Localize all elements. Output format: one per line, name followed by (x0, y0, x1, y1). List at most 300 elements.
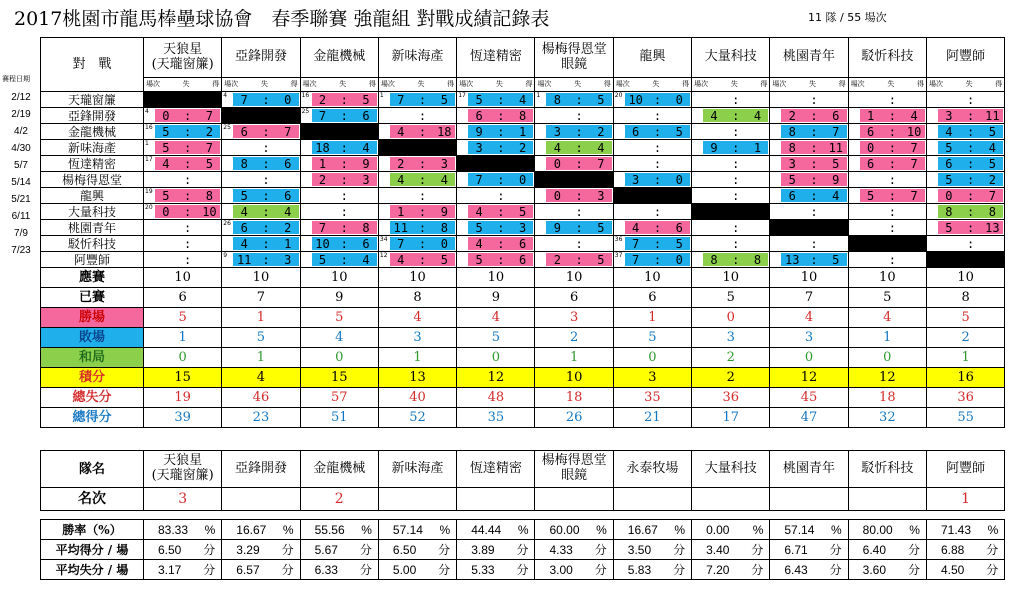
score-sep: : (575, 140, 583, 155)
match-score (312, 237, 377, 250)
team-name: 駁忻科技 (861, 49, 914, 65)
match-cell (378, 252, 456, 268)
rate-unit: 分 (359, 562, 372, 577)
round-number: 34 (379, 236, 388, 243)
stat-value: 45 (770, 388, 848, 408)
rate-value: 6.71 (784, 542, 808, 557)
team-name: 大量科技 (704, 49, 757, 65)
stat-value: 0 (613, 348, 691, 368)
rate-unit: % (517, 522, 529, 537)
score-sep: : (967, 124, 975, 139)
stat-value: 40 (378, 388, 456, 408)
score-sep: : (184, 188, 192, 203)
round-number: 12 (379, 252, 388, 259)
score-for: 3 (518, 220, 527, 235)
match-cell (770, 108, 848, 124)
lose-label: 失 (652, 80, 660, 88)
match-score (781, 109, 846, 122)
rate-value: 5.00 (392, 562, 417, 577)
score-for: 5 (988, 124, 996, 139)
score-against: 4 (553, 140, 561, 155)
match-cell (770, 140, 848, 156)
schedule-date: 5/7 (14, 160, 28, 171)
match-cell (378, 92, 456, 108)
matrix-row (41, 140, 1005, 156)
score-for: 13 (985, 220, 1000, 235)
schedule-date: 7/23 (11, 245, 31, 256)
match-cell (926, 156, 1004, 172)
match-cell (535, 252, 613, 268)
match-score (781, 189, 846, 202)
match-cell (378, 108, 456, 124)
score-sep: : (732, 188, 740, 203)
matrix-row (41, 108, 1005, 124)
rate-cell (692, 520, 770, 540)
score-sep: : (262, 92, 270, 107)
team-name: 楊梅得恩堂 眼鏡 (541, 453, 607, 483)
rate-unit: 分 (516, 562, 529, 577)
self-match-cell (144, 92, 222, 108)
score-for: 7 (988, 188, 996, 203)
match-cell (457, 204, 535, 220)
score-for: 8 (518, 108, 527, 123)
rate-value: 16.67 (627, 522, 658, 537)
match-score (390, 189, 455, 202)
score-for: 3 (284, 252, 292, 267)
team-name: 金龍機械 (313, 460, 366, 476)
score-for: 4 (518, 92, 527, 107)
rate-value: 16.67 (236, 522, 267, 537)
score-sep: : (653, 140, 662, 155)
stat-label: 應賽 (41, 268, 144, 288)
match-cell (613, 92, 691, 108)
match-cell (613, 220, 691, 236)
rate-value: 3.50 (627, 542, 652, 557)
score-for: 8 (753, 252, 762, 267)
match-cell (144, 220, 222, 236)
match-cell (222, 236, 300, 252)
score-against: 7 (318, 220, 327, 235)
score-for: 7 (284, 124, 292, 139)
match-score (468, 173, 533, 186)
ranking-team (378, 451, 456, 488)
score-sep: : (340, 252, 348, 267)
score-sep: : (418, 156, 427, 171)
score-sep: : (184, 220, 192, 235)
matrix-row (41, 188, 1005, 204)
team-name: 永泰牧場 (626, 460, 679, 476)
round-label: 場次 (850, 80, 865, 88)
score-for: 2 (205, 124, 214, 139)
match-cell (692, 140, 770, 156)
ranking-team (457, 451, 535, 488)
match-score (703, 125, 768, 138)
stat-value: 7 (222, 288, 300, 308)
lose-label: 失 (339, 80, 347, 88)
match-cell (613, 172, 691, 188)
score-for: 1 (518, 124, 527, 139)
match-score (312, 109, 377, 122)
score-sep: : (340, 220, 348, 235)
subheader-cell (378, 78, 456, 92)
rate-value: 4.50 (940, 562, 965, 577)
score-against: 3 (945, 108, 953, 123)
match-cell (144, 156, 222, 172)
rate-unit: 分 (673, 562, 686, 577)
stat-value: 5 (613, 328, 691, 348)
rank-value (770, 488, 848, 511)
stat-value: 1 (926, 348, 1004, 368)
score-against: 5 (945, 140, 953, 155)
stat-value: 0 (770, 348, 848, 368)
match-cell (144, 204, 222, 220)
match-cell (457, 140, 535, 156)
score-sep: : (810, 108, 818, 123)
score-sep: : (340, 92, 348, 107)
match-cell (144, 124, 222, 140)
team-column-header (926, 38, 1004, 78)
rate-unit: % (909, 522, 920, 537)
rate-label: 平均得分 / 場 (41, 540, 144, 560)
score-sep: : (967, 92, 975, 107)
score-against: 6 (240, 124, 248, 139)
score-for: 4 (284, 204, 292, 219)
round-number: 17 (145, 156, 153, 163)
team-name: 天狼星 (天瓏窗簾) (151, 41, 214, 72)
match-score (155, 141, 220, 154)
match-cell (144, 172, 222, 188)
match-score (625, 253, 690, 266)
match-cell (692, 252, 770, 268)
score-for: 1 (753, 140, 762, 155)
match-cell (457, 236, 535, 252)
score-label: 得 (447, 80, 455, 88)
match-cell (378, 220, 456, 236)
rate-unit: 分 (907, 562, 920, 577)
lose-label: 失 (965, 80, 973, 88)
lose-label: 失 (417, 80, 425, 88)
stat-value: 10 (848, 268, 926, 288)
rate-cell (300, 560, 378, 580)
score-against: 18 (315, 140, 330, 155)
score-against: 1 (318, 156, 327, 171)
match-cell (848, 140, 926, 156)
results-matrix (40, 37, 1005, 428)
score-sep: : (497, 140, 505, 155)
match-cell (378, 236, 456, 252)
score-against: 8 (553, 92, 561, 107)
match-score (781, 205, 846, 218)
score-against: 1 (397, 204, 405, 219)
round-number: 25 (301, 108, 310, 115)
stat-value: 10 (144, 268, 222, 288)
rank-value (222, 488, 300, 511)
match-score (938, 237, 1003, 250)
score-against: 5 (318, 252, 327, 267)
match-cell (144, 140, 222, 156)
score-label: 得 (760, 80, 768, 88)
score-sep: : (888, 204, 896, 219)
stat-value: 12 (848, 368, 926, 388)
stat-value: 4 (848, 308, 926, 328)
stat-label: 已賽 (41, 288, 144, 308)
team-column-header (144, 38, 222, 78)
rate-cell (378, 520, 456, 540)
round-number: 17 (458, 92, 466, 99)
matrix-row (41, 156, 1005, 172)
score-for: 7 (910, 156, 918, 171)
rate-value: 3.00 (549, 562, 573, 577)
score-for: 5 (597, 252, 605, 267)
stat-row (41, 288, 1005, 308)
round-label: 場次 (380, 80, 395, 88)
matrix-row (41, 204, 1005, 220)
match-score (468, 253, 533, 266)
rate-value: 6.43 (784, 562, 808, 577)
rate-unit: 分 (907, 542, 920, 557)
stat-value: 4 (457, 308, 535, 328)
stat-value: 13 (378, 368, 456, 388)
score-against: 9 (553, 220, 561, 235)
score-sep: : (340, 140, 348, 155)
team-column-header (378, 38, 456, 78)
score-against: 8 (788, 124, 796, 139)
stat-row (41, 388, 1005, 408)
team-name: 新味海產 (391, 460, 444, 476)
rate-value: 6.88 (940, 542, 965, 557)
score-for: 3 (362, 172, 370, 187)
score-against: 9 (710, 140, 718, 155)
score-sep: : (418, 236, 427, 251)
match-cell (535, 204, 613, 220)
stat-row (41, 368, 1005, 388)
match-score (233, 173, 298, 186)
round-number: 36 (614, 236, 623, 243)
schedule-date: 4/30 (11, 143, 31, 154)
score-sep: : (653, 236, 662, 251)
lose-label: 失 (730, 80, 738, 88)
rate-unit: 分 (751, 542, 764, 557)
score-sep: : (810, 172, 818, 187)
stat-value: 3 (378, 328, 456, 348)
score-against: 5 (945, 172, 953, 187)
score-for: 7 (832, 124, 840, 139)
match-score (625, 93, 690, 106)
match-cell (535, 108, 613, 124)
score-for: 6 (362, 108, 370, 123)
match-score (312, 173, 377, 186)
schedule-date: 5/14 (11, 177, 31, 188)
match-cell (770, 124, 848, 140)
score-for: 8 (988, 204, 996, 219)
team-column-header (300, 38, 378, 78)
matrix-row (41, 220, 1005, 236)
ranking-team (848, 451, 926, 488)
score-sep: : (340, 204, 348, 219)
match-cell (692, 92, 770, 108)
score-for: 0 (675, 172, 683, 187)
round-number: 25 (223, 124, 231, 131)
score-for: 9 (362, 156, 370, 171)
match-score (546, 221, 611, 234)
score-sep: : (967, 108, 975, 123)
score-sep: : (732, 220, 740, 235)
match-score (625, 205, 690, 218)
match-score (781, 253, 846, 266)
match-score (703, 93, 768, 106)
match-cell (378, 188, 456, 204)
rate-cell (692, 540, 770, 560)
stat-value: 7 (770, 288, 848, 308)
score-for: 0 (675, 252, 683, 267)
match-score (155, 221, 220, 234)
match-score (546, 109, 611, 122)
row-team-name: 新味海產 (41, 140, 144, 156)
match-cell (613, 204, 691, 220)
score-against: 0 (162, 204, 170, 219)
rate-row (41, 560, 1005, 580)
match-cell (692, 236, 770, 252)
matrix-row (41, 172, 1005, 188)
score-against: 6 (632, 124, 640, 139)
stat-value: 2 (926, 328, 1004, 348)
rate-unit: 分 (829, 562, 842, 577)
match-score (703, 237, 768, 250)
score-against: 4 (397, 124, 405, 139)
match-score (625, 157, 690, 170)
score-label: 得 (290, 80, 298, 88)
stat-value: 6 (144, 288, 222, 308)
score-sep: : (967, 236, 975, 251)
stat-value: 35 (457, 408, 535, 428)
score-sep: : (575, 188, 583, 203)
team-name: 新味海產 (391, 49, 444, 65)
stat-value: 23 (222, 408, 300, 428)
score-against: 4 (162, 156, 170, 171)
rate-cell (535, 560, 613, 580)
score-for: 4 (362, 252, 370, 267)
stat-value: 18 (535, 388, 613, 408)
match-score (625, 141, 690, 154)
match-cell (222, 92, 300, 108)
row-team-name: 楊梅得恩堂 (41, 172, 144, 188)
match-score (468, 125, 533, 138)
score-against: 0 (866, 140, 875, 155)
score-for: 4 (910, 108, 918, 123)
match-score (155, 173, 220, 186)
rank-value (378, 488, 456, 511)
match-cell (300, 236, 378, 252)
ranking-team (222, 451, 300, 488)
stat-value: 1 (144, 328, 222, 348)
score-for: 4 (362, 140, 370, 155)
match-cell (848, 108, 926, 124)
rate-cell (926, 520, 1004, 540)
rate-unit: % (282, 522, 294, 537)
score-sep: : (810, 156, 818, 171)
score-against: 4 (945, 124, 953, 139)
stat-value: 2 (535, 328, 613, 348)
score-sep: : (418, 108, 427, 123)
matrix-row (41, 124, 1005, 140)
team-name: 桃園青年 (783, 460, 836, 476)
score-against: 4 (397, 252, 405, 267)
rate-cell (613, 520, 691, 540)
match-score (468, 237, 533, 250)
match-score (155, 205, 220, 218)
rate-value: 3.29 (236, 542, 260, 557)
stat-value: 8 (926, 288, 1004, 308)
stat-value: 26 (535, 408, 613, 428)
score-for: 7 (910, 140, 918, 155)
match-score (312, 157, 377, 170)
score-against: 4 (710, 108, 718, 123)
stat-value: 5 (692, 288, 770, 308)
stat-value: 21 (613, 408, 691, 428)
match-score (781, 237, 846, 250)
self-match-cell (378, 140, 456, 156)
score-sep: : (262, 124, 270, 139)
match-score (155, 125, 220, 138)
stat-value: 15 (300, 368, 378, 388)
score-sep: : (497, 204, 505, 219)
match-score (546, 189, 611, 202)
match-score (625, 173, 690, 186)
match-score (703, 157, 768, 170)
rank-value (848, 488, 926, 511)
score-against: 3 (632, 172, 640, 187)
match-score (860, 205, 925, 218)
lose-label: 失 (809, 80, 817, 88)
score-for: 6 (284, 156, 292, 171)
rate-unit: 分 (986, 562, 999, 577)
score-for: 2 (284, 220, 292, 235)
score-sep: : (497, 220, 505, 235)
score-sep: : (653, 204, 662, 219)
score-against: 7 (240, 92, 248, 107)
team-name: 駁忻科技 (861, 460, 914, 476)
match-score (390, 173, 455, 186)
match-cell (535, 92, 613, 108)
score-for: 4 (832, 188, 840, 203)
rate-value: 55.56 (314, 522, 345, 537)
match-score (312, 205, 377, 218)
match-score (155, 157, 220, 170)
score-sep: : (888, 140, 896, 155)
rate-cell (300, 520, 378, 540)
schedule-date: 7/9 (14, 228, 28, 239)
match-score (781, 141, 846, 154)
team-column-header (848, 38, 926, 78)
score-sep: : (497, 188, 505, 203)
score-against: 5 (945, 220, 953, 235)
rate-value: 6.33 (314, 562, 338, 577)
score-sep: : (810, 204, 818, 219)
rates-table (40, 519, 1005, 580)
rate-value: 44.44 (471, 522, 502, 537)
stat-value: 2 (692, 368, 770, 388)
team-name: 金龍機械 (313, 49, 366, 65)
score-sep: : (967, 220, 975, 235)
rate-value: 5.67 (314, 542, 338, 557)
rate-label: 勝率（%） (41, 520, 144, 540)
subheader-row (41, 78, 1005, 92)
score-sep: : (575, 252, 583, 267)
match-score (233, 93, 298, 106)
score-sep: : (967, 188, 975, 203)
score-for: 0 (675, 92, 683, 107)
score-sep: : (340, 236, 348, 251)
